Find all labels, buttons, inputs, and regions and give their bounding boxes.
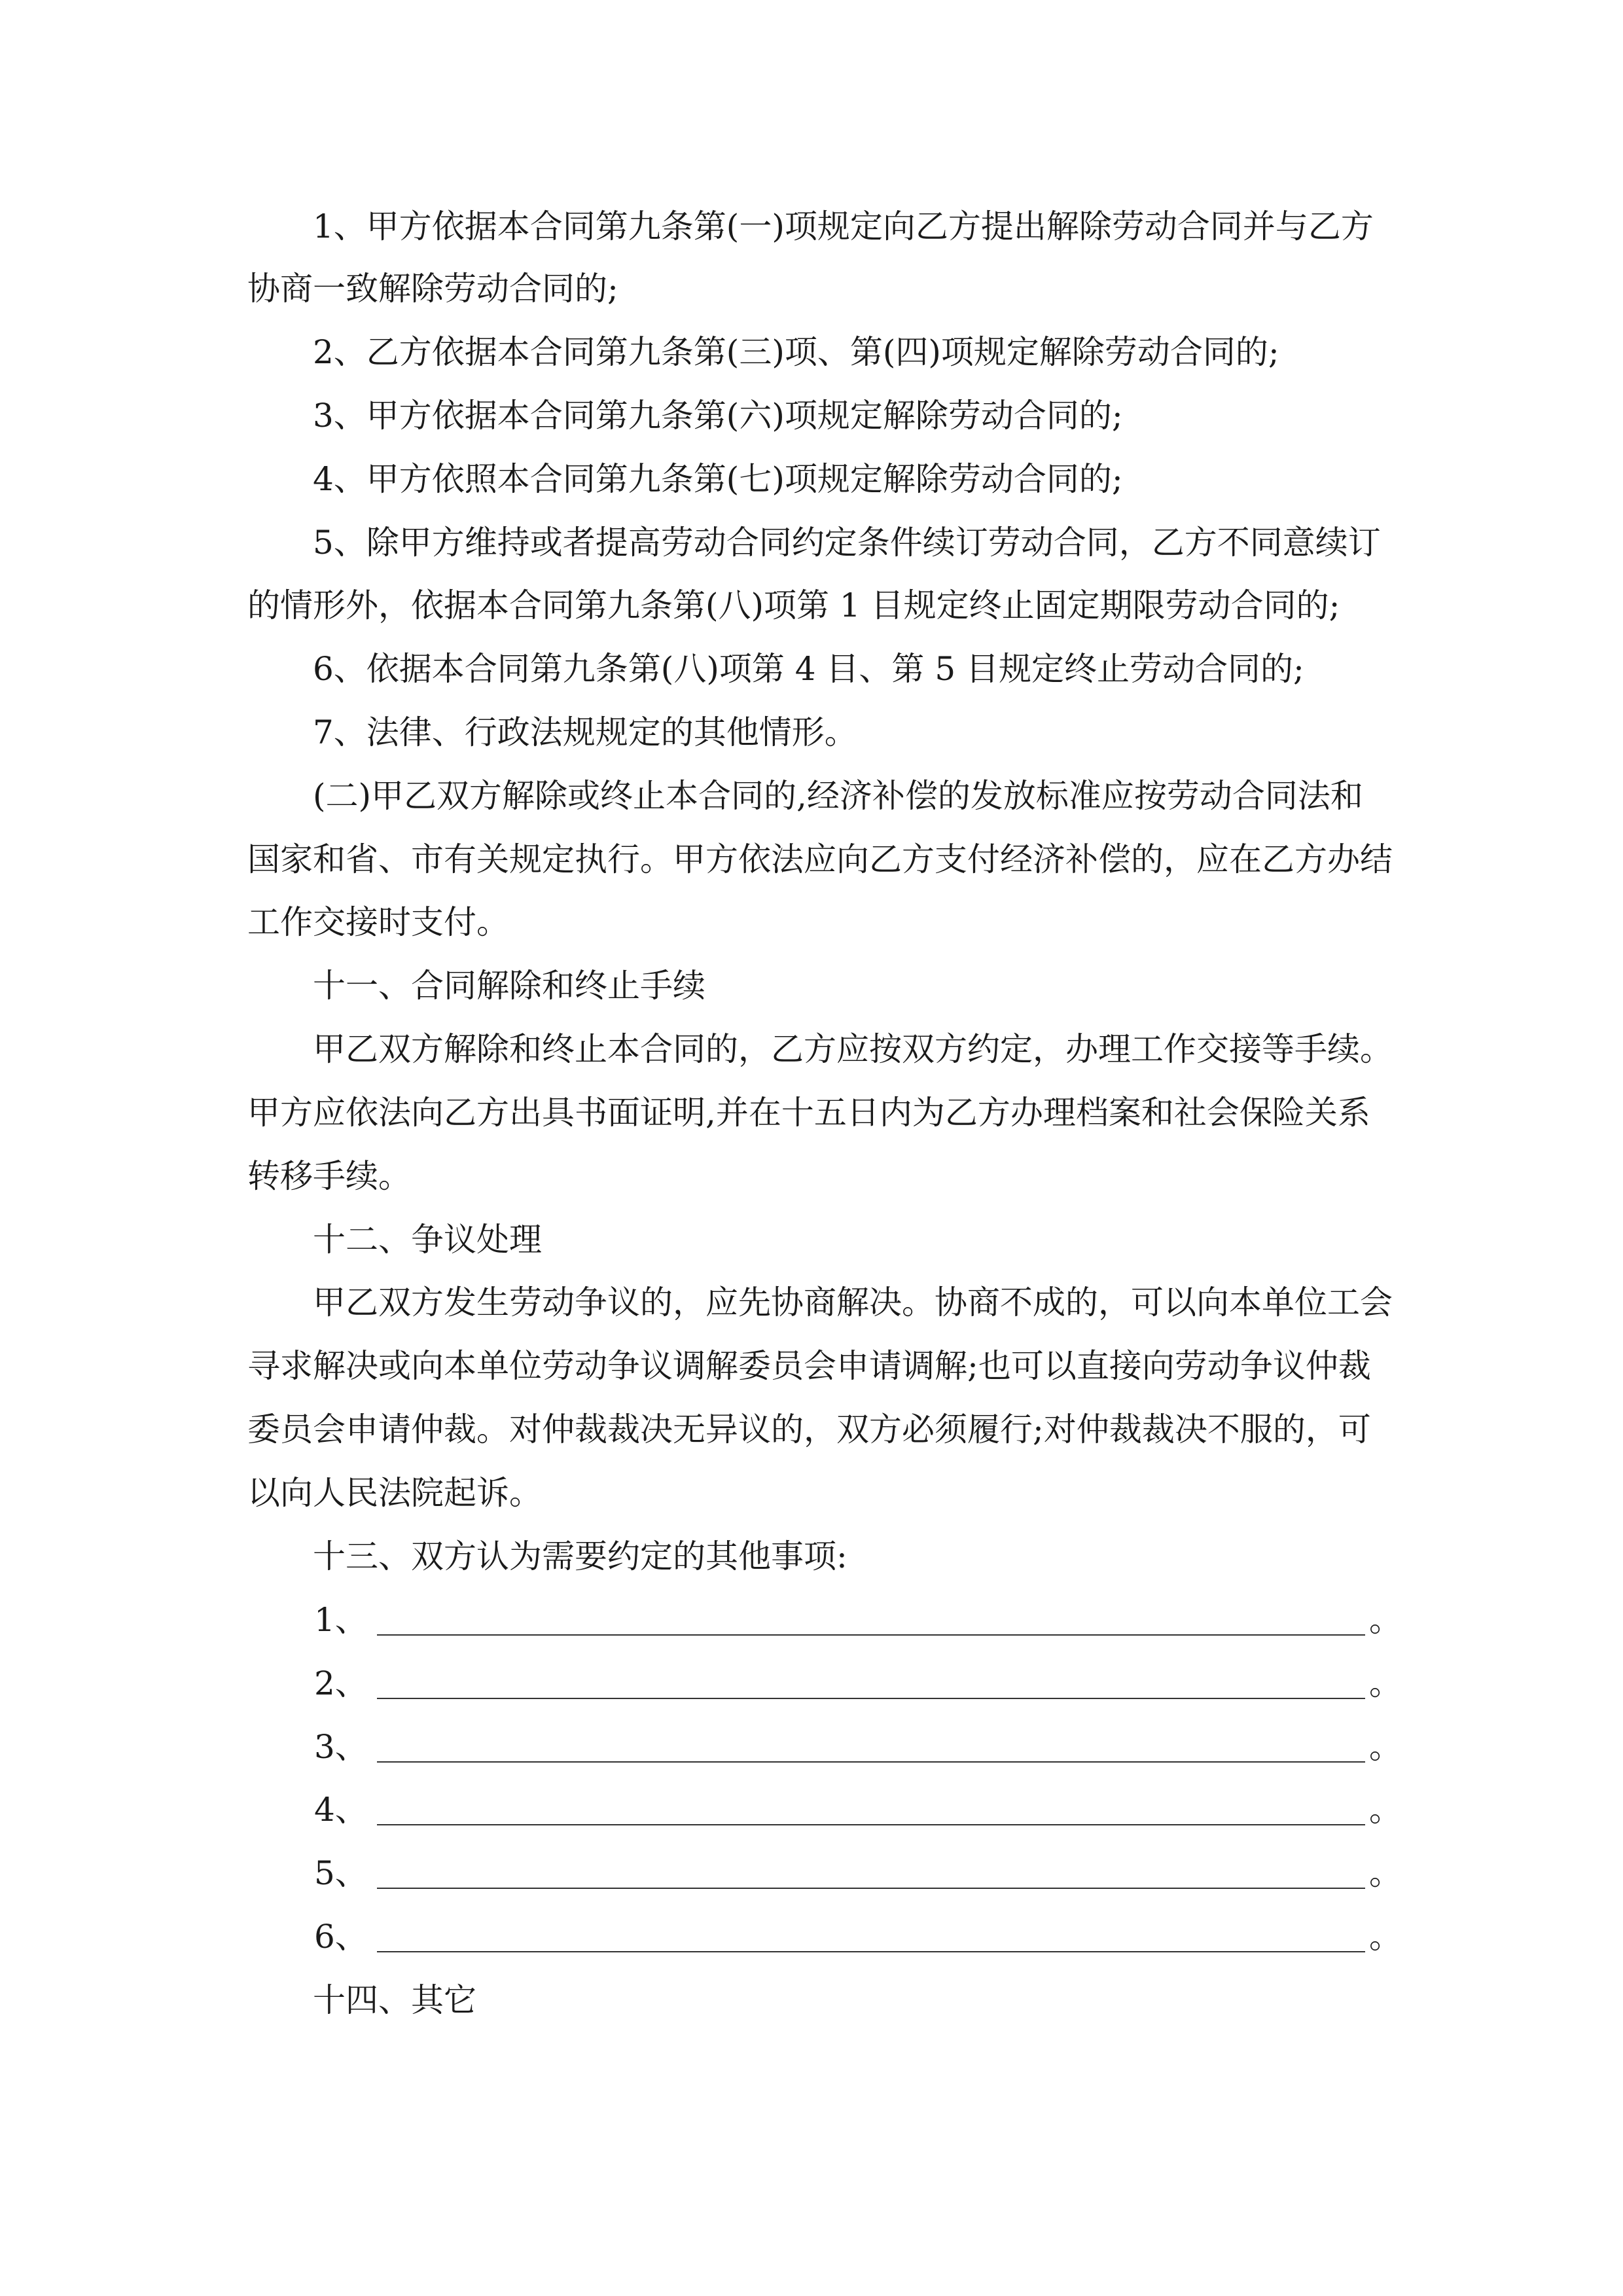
blank-item-row <box>314 1917 1420 1956</box>
blank-item-number: 4、 <box>314 1791 368 1829</box>
blank-fill-line[interactable] <box>377 1761 1365 1763</box>
item-4: 4、甲方依照本合同第九条第(七)项规定解除劳动合同的; <box>313 460 1123 498</box>
section-12-heading: 十二、争议处理 <box>313 1221 542 1259</box>
blank-fill-line[interactable] <box>377 1888 1365 1889</box>
item-2: 2、乙方依据本合同第九条第(三)项、第(四)项规定解除劳动合同的; <box>313 333 1279 371</box>
blank-item-number: 6、 <box>314 1918 368 1956</box>
blank-item-row <box>314 1790 1420 1829</box>
clause-2-line-2: 国家和省、市有关规定执行。甲方依法应向乙方支付经济补偿的，应在乙方办结 <box>247 840 1393 878</box>
section-11-line-2: 甲方应依法向乙方出具书面证明,并在十五日内为乙方办理档案和社会保险关系 <box>247 1094 1370 1132</box>
blank-item-end: 。 <box>1369 1728 1402 1766</box>
section-13-heading: 十三、双方认为需要约定的其他事项: <box>313 1537 847 1575</box>
blank-fill-line[interactable] <box>377 1951 1365 1952</box>
clause-2-line-1: (二)甲乙双方解除或终止本合同的,经济补偿的发放标准应按劳动合同法和 <box>313 777 1363 815</box>
section-12-line-3: 委员会申请仲裁。对仲裁裁决无异议的，双方必须履行;对仲裁裁决不服的，可 <box>247 1410 1371 1448</box>
section-11-line-1: 甲乙双方解除和终止本合同的，乙方应按双方约定，办理工作交接等手续。 <box>313 1030 1393 1068</box>
blank-item-number: 1、 <box>314 1601 368 1639</box>
blank-item-end: 。 <box>1369 1854 1402 1892</box>
blank-item-end: 。 <box>1369 1664 1402 1702</box>
item-3: 3、甲方依据本合同第九条第(六)项规定解除劳动合同的; <box>313 397 1123 435</box>
blank-item-row <box>314 1664 1420 1703</box>
blank-item-row <box>314 1600 1420 1640</box>
blank-item-number: 3、 <box>314 1728 368 1766</box>
item-6: 6、依据本合同第九条第(八)项第 4 目、第 5 目规定终止劳动合同的; <box>313 650 1304 688</box>
blank-item-end: 。 <box>1369 1601 1402 1639</box>
section-12-line-2: 寻求解决或向本单位劳动争议调解委员会申请调解;也可以直接向劳动争议仲裁 <box>247 1347 1371 1385</box>
item-1-line-1: 1、甲方依据本合同第九条第(一)项规定向乙方提出解除劳动合同并与乙方 <box>313 207 1374 245</box>
item-5-line-2: 的情形外，依据本合同第九条第(八)项第 1 目规定终止固定期限劳动合同的; <box>247 586 1340 624</box>
blank-item-end: 。 <box>1369 1791 1402 1829</box>
blank-item-number: 2、 <box>314 1664 368 1702</box>
section-14-heading: 十四、其它 <box>313 1981 476 2019</box>
blank-item-row <box>314 1727 1420 1767</box>
blank-item-end: 。 <box>1369 1918 1402 1956</box>
clause-2-line-3: 工作交接时支付。 <box>247 903 509 941</box>
blank-fill-line[interactable] <box>377 1698 1365 1699</box>
section-12-line-4: 以向人民法院起诉。 <box>247 1474 542 1512</box>
item-5-line-1: 5、除甲方维持或者提高劳动合同约定条件续订劳动合同，乙方不同意续订 <box>313 524 1381 562</box>
section-11-line-3: 转移手续。 <box>247 1157 411 1195</box>
section-11-heading: 十一、合同解除和终止手续 <box>313 967 705 1005</box>
item-7: 7、法律、行政法规规定的其他情形。 <box>313 713 857 751</box>
blank-fill-line[interactable] <box>377 1824 1365 1825</box>
blank-item-number: 5、 <box>314 1854 368 1892</box>
item-1-line-2: 协商一致解除劳动合同的; <box>247 270 618 308</box>
section-12-line-1: 甲乙双方发生劳动争议的，应先协商解决。协商不成的，可以向本单位工会 <box>313 1283 1393 1321</box>
blank-fill-line[interactable] <box>377 1634 1365 1636</box>
blank-item-row <box>314 1854 1420 1893</box>
